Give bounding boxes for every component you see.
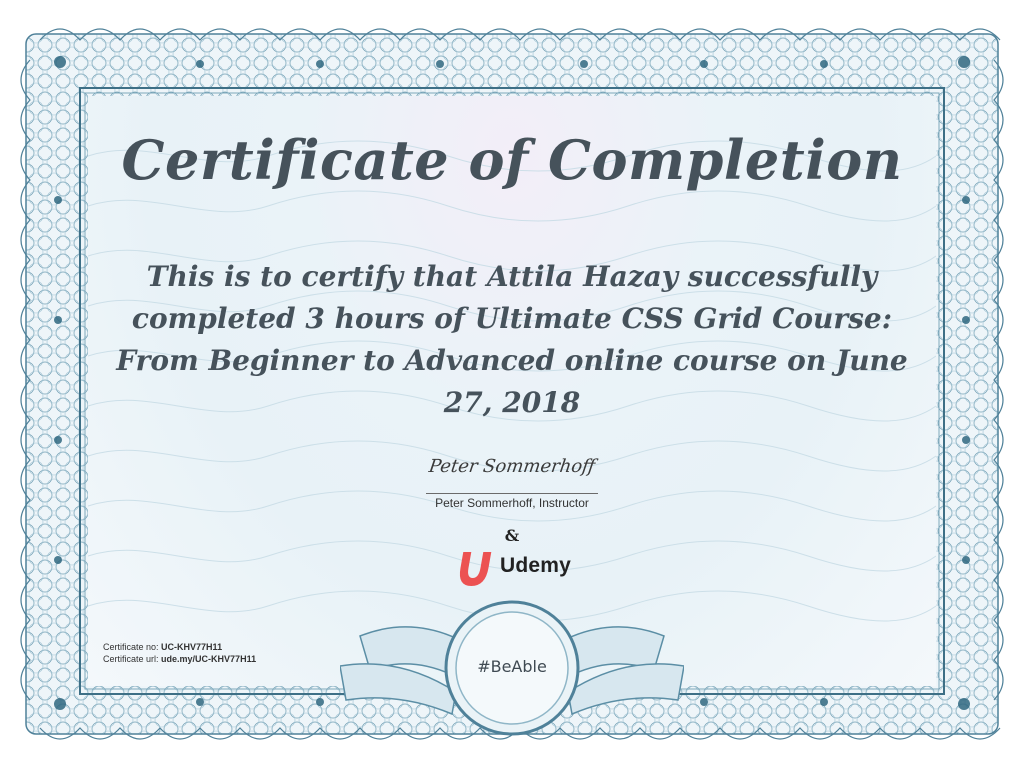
ampersand: & [504, 526, 520, 545]
certificate-title: Certificate of Completion [121, 128, 903, 192]
certificate-url[interactable]: ude.my/UC-KHV77H11 [161, 654, 257, 664]
certificate-number-label: Certificate no: [103, 642, 159, 652]
ribbon-seal-icon [340, 596, 684, 764]
signatory-name: Peter Sommerhoff, Instructor [435, 496, 589, 510]
signature-line [426, 493, 598, 494]
instructor-signature: Peter Sommerhoff [427, 456, 597, 477]
udemy-u-icon [448, 548, 496, 588]
certificate-info [103, 641, 256, 665]
certificate-url-row [103, 653, 256, 665]
beable-badge: #BeAble [477, 657, 547, 676]
certificate-url-label: Certificate url: [103, 654, 159, 664]
certificate-number: UC-KHV77H11 [161, 642, 223, 652]
certificate-statement: This is to certify that Attila Hazay successfully completed 3 hours of Ultimate CSS Grid Course: From Beginner to Advanced online course on June 27, 2018 [116, 260, 908, 419]
issuer-wordmark: Udemy [500, 554, 572, 577]
certificate-number-row [103, 641, 256, 653]
